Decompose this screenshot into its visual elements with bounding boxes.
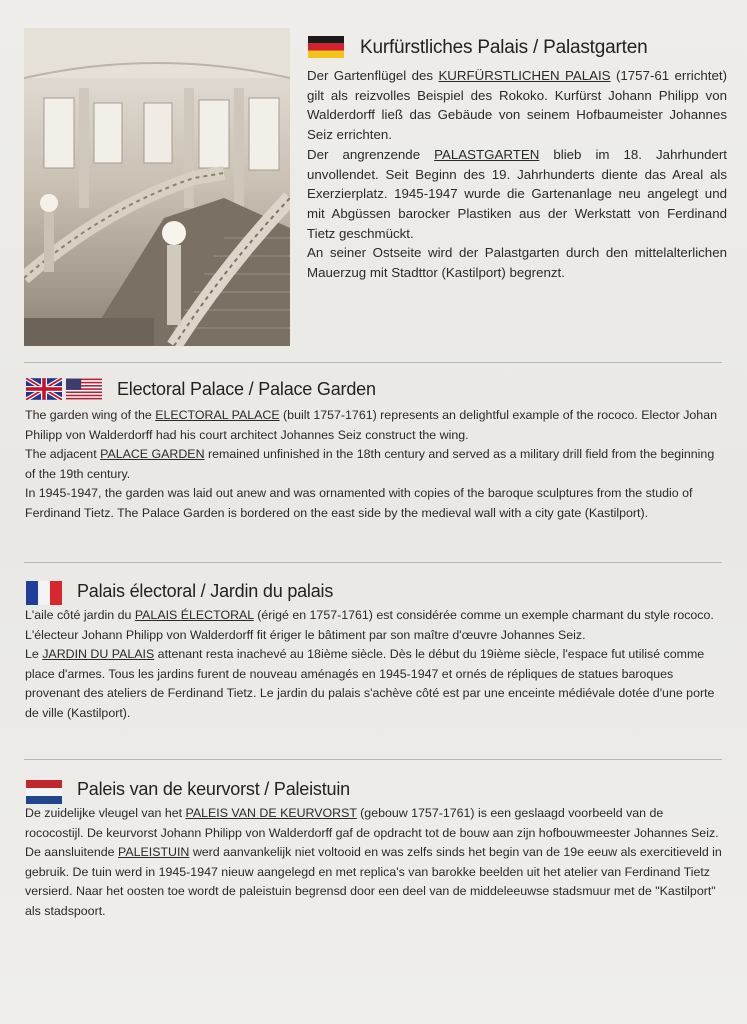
english-p1-text-b: (built 1757-1761) represents an delightful example of the rococo. Elector Johan Philipp von Walderdorff had his court architect Johannes Seiz construct the wing. <box>25 408 717 442</box>
staircase-illustration <box>24 28 290 346</box>
french-paragraph-2 <box>25 645 725 723</box>
dutch-text <box>25 804 725 922</box>
french-p2-text-b: attenant resta inachevé au 18ième siècle. Dès le début du 19ième siècle, l'espace fut utilisé comme place d'armes. Tous les jardins furent de nouveau aménagés en 1945-1947 et ornés de répliques de statues baroques provenant des ateliers de Ferdinand Tietz. Le jardin du palais s'achève côté est par une enceinte médiévale dotée d'une porte de ville (Kastilport). <box>25 647 715 720</box>
dutch-p2-text-b: werd aanvankelijk niet voltooid en was zelfs sinds het begin van de 19e eeuw als exercitieveld in gebruik. De tuin werd in 1945-1947 nieuw aangelegd en met replica's van barokke beelden uit het atelier van Ferdinand Tietz versierd. Naar het oosten toe wordt de paleistuin begrensd door een deel van de middeleeuwse stadsmuur met de "Kastilport" als stadspoort. <box>25 845 722 918</box>
dutch-p1-text-a: De zuidelijke vleugel van het <box>25 806 186 820</box>
jardin-du-palais-label: JARDIN DU PALAIS <box>42 647 155 662</box>
palastgarten-label: PALASTGARTEN <box>434 146 540 162</box>
french-title: Palais électoral / Jardin du palais <box>77 581 334 601</box>
german-paragraph-2 <box>307 145 727 244</box>
german-paragraph-1 <box>307 66 727 145</box>
palace-staircase-photo <box>24 28 290 346</box>
paleis-van-de-keurvorst-label: PALEIS VAN DE KEURVORST <box>185 806 357 820</box>
english-title: Electoral Palace / Palace Garden <box>117 379 376 399</box>
dutch-paragraph-2 <box>25 843 725 921</box>
english-paragraph-3: In 1945-1947, the garden was laid out anew and was ornamented with copies of the baroque sculptures from the studio of Ferdinand Tietz. The Palace Garden is bordered on the east side by the medieval wall with a city gate (Kastilport). <box>25 486 693 520</box>
french-flag-icon <box>26 581 62 605</box>
french-text <box>25 606 725 724</box>
german-title: Kurfürstliches Palais / Palastgarten <box>360 37 648 58</box>
palace-garden-label: PALACE GARDEN <box>100 447 205 462</box>
english-p1-text-a: The garden wing of the <box>25 408 156 422</box>
german-p2-text-b: blieb im 18. Jahrhundert unvollendet. Seit Beginn des 19. Jahrhunderts diente das Areal als Exerzierplatz. 1945-1947 wurde die Gartenanlage neu angelegt und mit Abgüssen barocker Plastiken aus der Werkstatt von Ferdinand Tietz geschmückt. <box>307 146 727 241</box>
english-p2-text-b: remained unfinished in the 18th century and served as a military drill field from the beginning of the 19th century. <box>25 447 715 481</box>
paleistuin-label: PALEISTUIN <box>118 845 190 860</box>
english-text <box>25 406 725 524</box>
electoral-palace-label: ELECTORAL PALACE <box>155 408 280 422</box>
english-p2-text-a: The adjacent <box>25 447 101 462</box>
us-flag-icon <box>66 378 102 400</box>
palais-electoral-label: PALAIS ÉLECTORAL <box>134 608 254 622</box>
section-divider-2 <box>24 562 722 563</box>
german-text <box>307 66 727 283</box>
german-p1-text-b: (1757-61 errichtet) gilt als reizvolles Beispiel des Rokoko. Kurfürst Johann Philipp von Walderdorff ließ das Gebäude von seinem Hofbaumeister Johannes Seiz errichten. <box>307 68 728 143</box>
kurfuerstliches-palais-label: KURFÜRSTLICHEN PALAIS <box>438 68 611 83</box>
english-paragraph-1 <box>25 406 725 445</box>
dutch-title: Paleis van de keurvorst / Paleistuin <box>77 779 350 799</box>
dutch-p1-text-b: (gebouw 1757-1761) is een geslaagd voorbeeld van de rococostijl. De keurvorst Johann Philipp von Walderdorff gaf de opdracht tot de bouw aan zijn hofbouwmeester Johannes Seiz. <box>25 806 719 840</box>
french-p1-text-b: (érigé en 1757-1761) est considérée comme un exemple charmant du style rococo. L'électeur Johann Philipp von Walderdorff fit ériger le bâtiment par son maître d'œuvre Johannes Seiz. <box>25 608 714 642</box>
french-p2-text-a: Le <box>25 647 43 662</box>
uk-flag-icon <box>26 378 62 400</box>
french-p1-text-a: L'aile côté jardin du <box>25 608 135 622</box>
german-p2-text-a: Der angrenzende <box>307 146 435 162</box>
french-paragraph-1 <box>25 606 725 645</box>
german-paragraph-3: An seiner Ostseite wird der Palastgarten durch den mittelalterlichen Mauerzug mit Stadttor (Kastilport) begrenzt. <box>307 245 727 281</box>
dutch-paragraph-1 <box>25 804 725 843</box>
english-paragraph-2 <box>25 445 725 484</box>
german-flag-icon <box>308 36 344 58</box>
dutch-p2-text-a: De aansluitende <box>25 845 118 860</box>
section-divider-1 <box>24 362 722 363</box>
german-p1-text-a: Der Gartenflügel des <box>307 68 439 83</box>
dutch-flag-icon <box>26 780 62 804</box>
section-divider-3 <box>24 759 722 760</box>
